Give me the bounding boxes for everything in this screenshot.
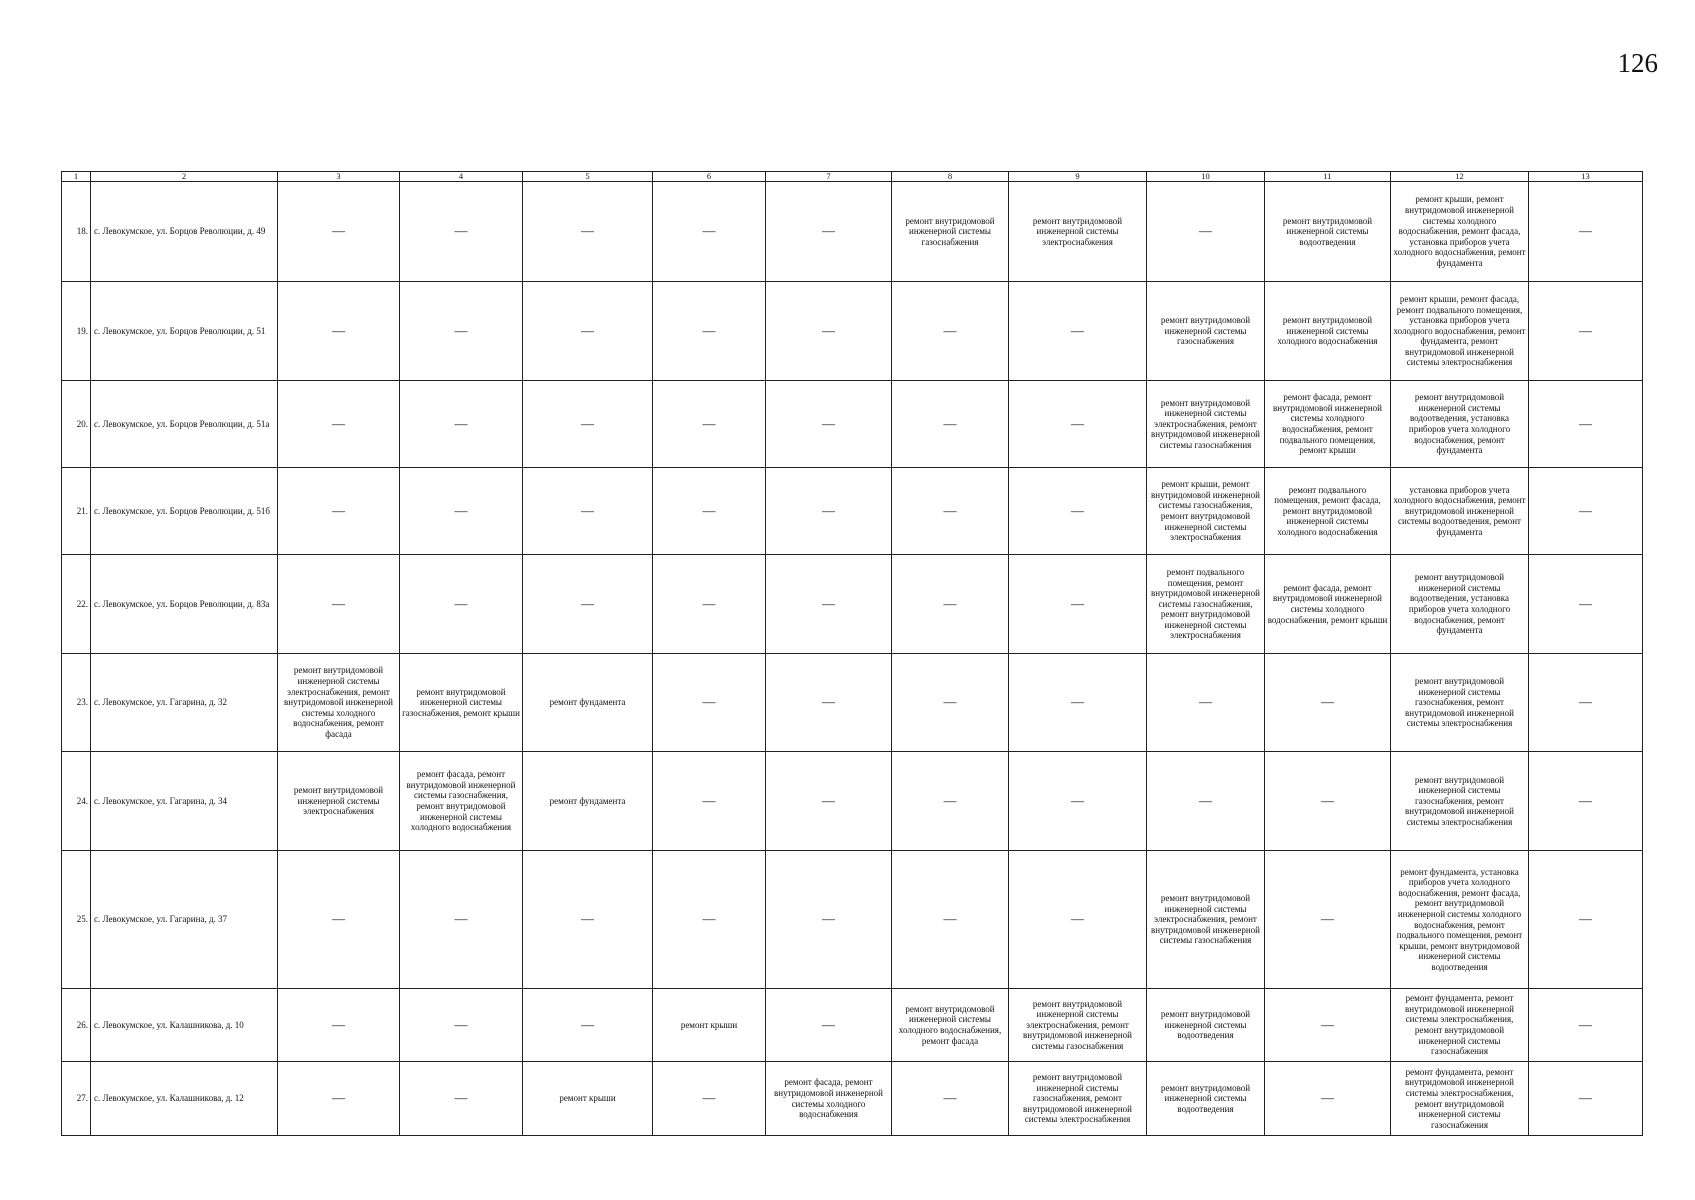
empty-dash-cell: — — [653, 182, 766, 282]
empty-dash-cell: — — [1529, 654, 1643, 752]
empty-dash-cell: — — [766, 468, 892, 555]
repair-work-cell: ремонт фасада, ремонт внутридомовой инженерной системы холодного водоснабжения — [766, 1062, 892, 1136]
repair-work-cell: ремонт крыши — [523, 1062, 653, 1136]
empty-dash-cell: — — [892, 851, 1009, 989]
empty-dash-cell: — — [1265, 752, 1391, 851]
repair-schedule-table — [61, 171, 1643, 1136]
empty-dash-cell: — — [1265, 654, 1391, 752]
empty-dash-cell: — — [1529, 851, 1643, 989]
row-number: 20. — [62, 381, 91, 468]
repair-work-cell: ремонт внутридомовой инженерной системы газоснабжения, ремонт внутридомовой инженерной системы электроснабжения — [1391, 654, 1529, 752]
empty-dash-cell: — — [653, 654, 766, 752]
repair-work-cell: ремонт внутридомовой инженерной системы электроснабжения — [278, 752, 400, 851]
empty-dash-cell: — — [653, 468, 766, 555]
empty-dash-cell: — — [1265, 989, 1391, 1062]
empty-dash-cell: — — [278, 182, 400, 282]
repair-work-cell: ремонт фасада, ремонт внутридомовой инженерной системы газоснабжения, ремонт внутридомовой инженерной системы холодного водоснабжения — [400, 752, 523, 851]
empty-dash-cell: — — [766, 752, 892, 851]
empty-dash-cell: — — [653, 381, 766, 468]
column-number: 12 — [1391, 172, 1529, 182]
empty-dash-cell: — — [1009, 654, 1147, 752]
repair-work-cell: ремонт фасада, ремонт внутридомовой инженерной системы холодного водоснабжения, ремонт подвального помещения, ремонт крыши — [1265, 381, 1391, 468]
empty-dash-cell: — — [1529, 381, 1643, 468]
table-row — [62, 468, 1643, 555]
address-cell: с. Левокумское, ул. Борцов Революции, д. 83а — [91, 555, 278, 654]
repair-work-cell: ремонт внутридомовой инженерной системы холодного водоснабжения — [1265, 282, 1391, 381]
table-row — [62, 654, 1643, 752]
empty-dash-cell: — — [1529, 282, 1643, 381]
row-number: 18. — [62, 182, 91, 282]
empty-dash-cell: — — [1147, 182, 1265, 282]
empty-dash-cell: — — [1147, 752, 1265, 851]
repair-work-cell: ремонт фундамента — [523, 654, 653, 752]
empty-dash-cell: — — [766, 851, 892, 989]
empty-dash-cell: — — [892, 468, 1009, 555]
empty-dash-cell: — — [1009, 851, 1147, 989]
repair-work-cell: ремонт внутридомовой инженерной системы водоотведения — [1147, 1062, 1265, 1136]
repair-work-cell: ремонт фундамента, ремонт внутридомовой инженерной системы электроснабжения, ремонт внутридомовой инженерной системы газоснабжения — [1391, 989, 1529, 1062]
empty-dash-cell: — — [1529, 555, 1643, 654]
repair-work-cell: ремонт подвального помещения, ремонт фасада, ремонт внутридомовой инженерной системы холодного водоснабжения — [1265, 468, 1391, 555]
table-row — [62, 282, 1643, 381]
empty-dash-cell: — — [653, 1062, 766, 1136]
repair-work-cell: ремонт внутридомовой инженерной системы электроснабжения, ремонт внутридомовой инженерной системы газоснабжения — [1147, 851, 1265, 989]
column-number: 8 — [892, 172, 1009, 182]
empty-dash-cell: — — [1009, 555, 1147, 654]
empty-dash-cell: — — [400, 555, 523, 654]
empty-dash-cell: — — [400, 182, 523, 282]
repair-work-cell: ремонт внутридомовой инженерной системы газоснабжения, ремонт крыши — [400, 654, 523, 752]
column-number: 9 — [1009, 172, 1147, 182]
table-row — [62, 182, 1643, 282]
repair-work-cell: ремонт крыши, ремонт фасада, ремонт подвального помещения, установка приборов учета холодного водоснабжения, ремонт фундамента, ремонт внутридомовой инженерной системы электроснабжения — [1391, 282, 1529, 381]
repair-work-cell: ремонт крыши — [653, 989, 766, 1062]
empty-dash-cell: — — [892, 752, 1009, 851]
repair-work-cell: ремонт внутридомовой инженерной системы газоснабжения, ремонт внутридомовой инженерной системы электроснабжения — [1009, 1062, 1147, 1136]
address-cell: с. Левокумское, ул. Калашникова, д. 12 — [91, 1062, 278, 1136]
repair-work-cell: ремонт внутридомовой инженерной системы газоснабжения — [892, 182, 1009, 282]
row-number: 25. — [62, 851, 91, 989]
address-cell: с. Левокумское, ул. Борцов Революции, д. 49 — [91, 182, 278, 282]
empty-dash-cell: — — [400, 468, 523, 555]
column-number-row — [62, 172, 1643, 182]
empty-dash-cell: — — [400, 1062, 523, 1136]
column-number: 2 — [91, 172, 278, 182]
repair-work-cell: ремонт подвального помещения, ремонт внутридомовой инженерной системы газоснабжения, ремонт внутридомовой инженерной системы электроснабжения — [1147, 555, 1265, 654]
empty-dash-cell: — — [1009, 282, 1147, 381]
empty-dash-cell: — — [1009, 381, 1147, 468]
repair-work-cell: ремонт внутридомовой инженерной системы водоотведения — [1147, 989, 1265, 1062]
empty-dash-cell: — — [523, 282, 653, 381]
repair-work-cell: ремонт фундамента, ремонт внутридомовой инженерной системы электроснабжения, ремонт внутридомовой инженерной системы газоснабжения — [1391, 1062, 1529, 1136]
repair-work-cell: ремонт фундамента — [523, 752, 653, 851]
address-cell: с. Левокумское, ул. Гагарина, д. 34 — [91, 752, 278, 851]
column-number: 11 — [1265, 172, 1391, 182]
row-number: 26. — [62, 989, 91, 1062]
empty-dash-cell: — — [766, 654, 892, 752]
page-number: 126 — [1617, 48, 1658, 78]
empty-dash-cell: — — [278, 1062, 400, 1136]
repair-work-cell: установка приборов учета холодного водоснабжения, ремонт внутридомовой инженерной системы водоотведения, ремонт фундамента — [1391, 468, 1529, 555]
row-number: 23. — [62, 654, 91, 752]
repair-work-cell: ремонт фасада, ремонт внутридомовой инженерной системы холодного водоснабжения, ремонт крыши — [1265, 555, 1391, 654]
column-number: 6 — [653, 172, 766, 182]
empty-dash-cell: — — [523, 989, 653, 1062]
column-number: 7 — [766, 172, 892, 182]
repair-work-cell: ремонт внутридомовой инженерной системы водоотведения, установка приборов учета холодного водоснабжения, ремонт фундамента — [1391, 555, 1529, 654]
table-row — [62, 381, 1643, 468]
row-number: 22. — [62, 555, 91, 654]
empty-dash-cell: — — [278, 555, 400, 654]
empty-dash-cell: — — [400, 989, 523, 1062]
repair-work-cell: ремонт крыши, ремонт внутридомовой инженерной системы газоснабжения, ремонт внутридомовой инженерной системы электроснабжения — [1147, 468, 1265, 555]
address-cell: с. Левокумское, ул. Борцов Революции, д. 51б — [91, 468, 278, 555]
column-number: 10 — [1147, 172, 1265, 182]
empty-dash-cell: — — [892, 555, 1009, 654]
empty-dash-cell: — — [1009, 752, 1147, 851]
empty-dash-cell: — — [766, 182, 892, 282]
table-row — [62, 752, 1643, 851]
empty-dash-cell: — — [523, 555, 653, 654]
empty-dash-cell: — — [400, 851, 523, 989]
empty-dash-cell: — — [892, 1062, 1009, 1136]
row-number: 21. — [62, 468, 91, 555]
empty-dash-cell: — — [653, 752, 766, 851]
address-cell: с. Левокумское, ул. Борцов Революции, д. 51 — [91, 282, 278, 381]
repair-work-cell: ремонт внутридомовой инженерной системы холодного водоснабжения, ремонт фасада — [892, 989, 1009, 1062]
empty-dash-cell: — — [278, 989, 400, 1062]
repair-work-cell: ремонт внутридомовой инженерной системы электроснабжения, ремонт внутридомовой инженерной системы газоснабжения — [1009, 989, 1147, 1062]
empty-dash-cell: — — [523, 381, 653, 468]
repair-work-cell: ремонт внутридомовой инженерной системы электроснабжения — [1009, 182, 1147, 282]
empty-dash-cell: — — [1529, 989, 1643, 1062]
repair-work-cell: ремонт фундамента, установка приборов учета холодного водоснабжения, ремонт фасада, ремонт внутридомовой инженерной системы холодного водоснабжения, ремонт подвального помещения, ремонт крыши, ремонт внутридомовой инженерной системы водоотведения — [1391, 851, 1529, 989]
empty-dash-cell: — — [400, 381, 523, 468]
row-number: 24. — [62, 752, 91, 851]
row-number: 19. — [62, 282, 91, 381]
table-row — [62, 555, 1643, 654]
address-cell: с. Левокумское, ул. Гагарина, д. 37 — [91, 851, 278, 989]
empty-dash-cell: — — [766, 555, 892, 654]
column-number: 5 — [523, 172, 653, 182]
empty-dash-cell: — — [523, 182, 653, 282]
table-row — [62, 989, 1643, 1062]
repair-work-cell: ремонт внутридомовой инженерной системы электроснабжения, ремонт внутридомовой инженерной системы холодного водоснабжения, ремонт фасада — [278, 654, 400, 752]
empty-dash-cell: — — [278, 851, 400, 989]
empty-dash-cell: — — [766, 282, 892, 381]
empty-dash-cell: — — [766, 381, 892, 468]
empty-dash-cell: — — [1147, 654, 1265, 752]
repair-work-cell: ремонт внутридомовой инженерной системы водоотведения, установка приборов учета холодного водоснабжения, ремонт фундамента — [1391, 381, 1529, 468]
empty-dash-cell: — — [523, 851, 653, 989]
column-number: 13 — [1529, 172, 1643, 182]
repair-work-cell: ремонт внутридомовой инженерной системы газоснабжения — [1147, 282, 1265, 381]
empty-dash-cell: — — [1265, 851, 1391, 989]
address-cell: с. Левокумское, ул. Гагарина, д. 32 — [91, 654, 278, 752]
column-number: 3 — [278, 172, 400, 182]
repair-work-cell: ремонт внутридомовой инженерной системы газоснабжения, ремонт внутридомовой инженерной системы электроснабжения — [1391, 752, 1529, 851]
table-row — [62, 1062, 1643, 1136]
empty-dash-cell: — — [653, 282, 766, 381]
empty-dash-cell: — — [1529, 468, 1643, 555]
address-cell: с. Левокумское, ул. Калашникова, д. 10 — [91, 989, 278, 1062]
row-number: 27. — [62, 1062, 91, 1136]
empty-dash-cell: — — [278, 282, 400, 381]
empty-dash-cell: — — [1529, 182, 1643, 282]
empty-dash-cell: — — [1529, 1062, 1643, 1136]
column-number: 4 — [400, 172, 523, 182]
empty-dash-cell: — — [400, 282, 523, 381]
empty-dash-cell: — — [523, 468, 653, 555]
repair-work-cell: ремонт внутридомовой инженерной системы водоотведения — [1265, 182, 1391, 282]
column-number: 1 — [62, 172, 91, 182]
empty-dash-cell: — — [1529, 752, 1643, 851]
empty-dash-cell: — — [1265, 1062, 1391, 1136]
repair-work-cell: ремонт крыши, ремонт внутридомовой инженерной системы холодного водоснабжения, ремонт фасада, установка приборов учета холодного водоснабжения, ремонт фундамента — [1391, 182, 1529, 282]
repair-work-cell: ремонт внутридомовой инженерной системы электроснабжения, ремонт внутридомовой инженерной системы газоснабжения — [1147, 381, 1265, 468]
empty-dash-cell: — — [1009, 468, 1147, 555]
empty-dash-cell: — — [278, 381, 400, 468]
table-row — [62, 851, 1643, 989]
empty-dash-cell: — — [892, 381, 1009, 468]
empty-dash-cell: — — [278, 468, 400, 555]
empty-dash-cell: — — [653, 555, 766, 654]
empty-dash-cell: — — [653, 851, 766, 989]
empty-dash-cell: — — [892, 282, 1009, 381]
address-cell: с. Левокумское, ул. Борцов Революции, д. 51а — [91, 381, 278, 468]
empty-dash-cell: — — [892, 654, 1009, 752]
empty-dash-cell: — — [766, 989, 892, 1062]
